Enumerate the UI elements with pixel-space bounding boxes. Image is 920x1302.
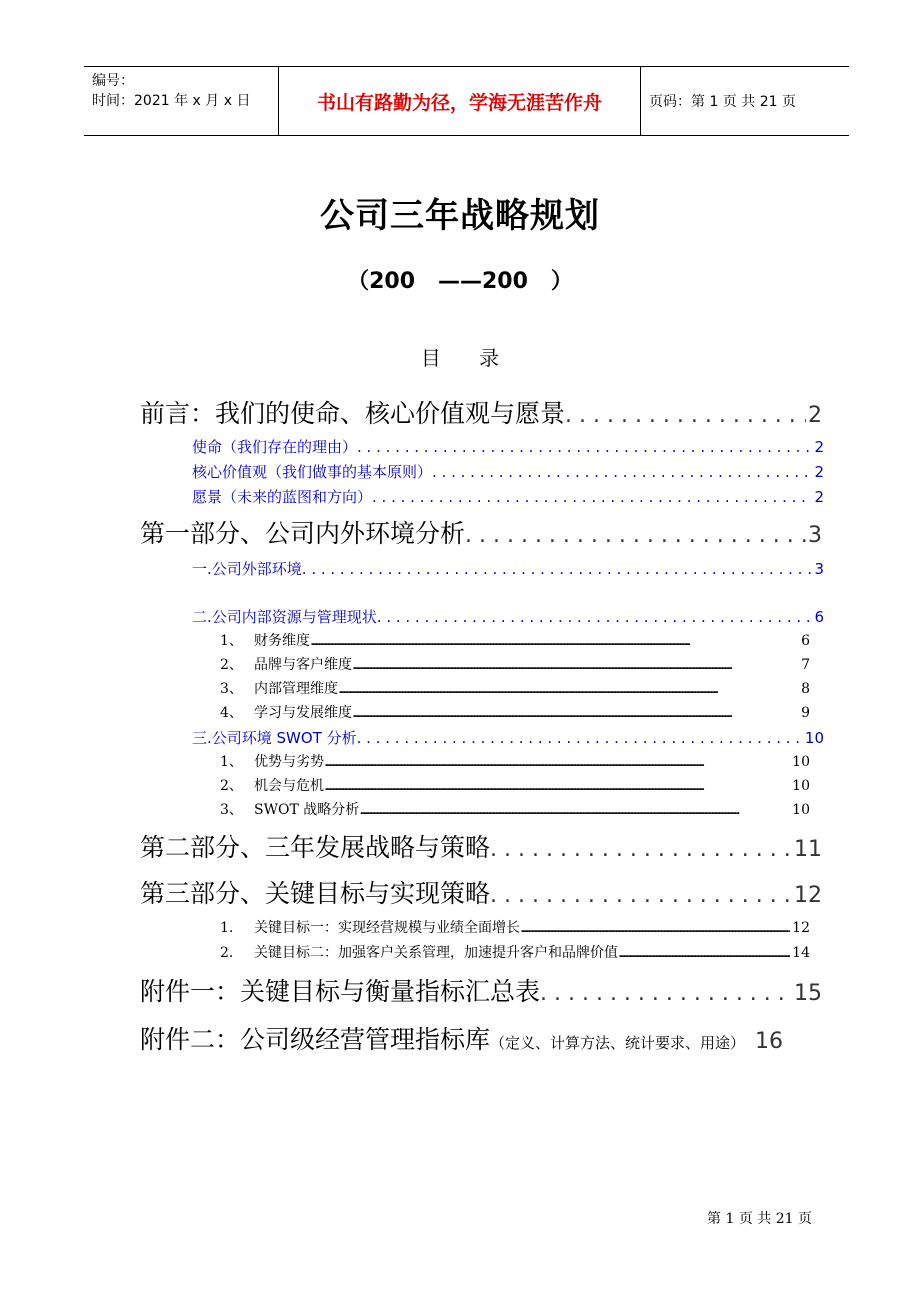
toc-entry-part1[interactable] bbox=[140, 514, 822, 550]
toc-leader bbox=[520, 920, 790, 936]
toc-label: 财务维度 bbox=[254, 633, 310, 649]
toc-page: 12 bbox=[792, 920, 810, 936]
toc-label: 品牌与客户维度 bbox=[254, 657, 352, 673]
toc-label: 附件一：关键目标与衡量指标汇总表 bbox=[140, 977, 541, 1006]
toc-label: 前言：我们的使命、核心价值观与愿景 bbox=[140, 399, 566, 428]
toc-entry-external-environment[interactable] bbox=[192, 558, 824, 580]
toc-number: 2、 bbox=[220, 778, 243, 794]
toc-entry-annex1[interactable] bbox=[140, 972, 822, 1008]
toc-page: 15 bbox=[794, 981, 822, 1006]
toc-entry-preface[interactable] bbox=[140, 394, 822, 430]
toc-page: 2 bbox=[814, 438, 824, 456]
toc-label: 第一部分、公司内外环境分析 bbox=[140, 519, 466, 548]
toc-leader bbox=[465, 523, 806, 548]
toc-leader bbox=[565, 403, 806, 428]
toc-entry-opportunities-threats[interactable] bbox=[220, 775, 810, 797]
toc-leader bbox=[302, 560, 813, 578]
toc-label: SWOT 战略分析 bbox=[254, 802, 360, 818]
toc-leader bbox=[432, 463, 812, 481]
toc-label: 关键目标一：实现经营规模与业绩全面增长 bbox=[254, 920, 520, 936]
toc-page: 10 bbox=[792, 778, 810, 794]
toc-entry-part3[interactable] bbox=[140, 874, 822, 910]
toc-leader bbox=[338, 681, 799, 697]
toc-leader bbox=[324, 778, 790, 794]
toc-leader bbox=[357, 729, 803, 747]
toc-leader bbox=[357, 438, 812, 456]
toc-label: 三.公司环境 SWOT 分析 bbox=[192, 729, 357, 747]
document-title: 公司三年战略规划 bbox=[320, 196, 600, 236]
toc-entry-strengths-weaknesses[interactable] bbox=[220, 751, 810, 773]
toc-leader bbox=[310, 633, 799, 649]
toc-page: 6 bbox=[801, 633, 810, 649]
toc-entry-part2[interactable] bbox=[140, 828, 822, 864]
toc-page: 10 bbox=[804, 729, 824, 747]
header-page-label: 页码：第 1 页 共 21 页 bbox=[649, 94, 796, 110]
page-footer: 第 1 页 共 21 页 bbox=[707, 1211, 812, 1227]
toc-number: 4、 bbox=[220, 705, 243, 721]
toc-entry-learning-growth[interactable] bbox=[220, 702, 810, 724]
page-header bbox=[84, 66, 849, 136]
toc-page: 9 bbox=[801, 705, 810, 721]
toc-page: 7 bbox=[801, 657, 810, 673]
toc-page: 16 bbox=[755, 1029, 784, 1054]
toc-leader bbox=[352, 657, 799, 673]
toc-page: 2 bbox=[814, 463, 824, 481]
toc-entry-finance[interactable] bbox=[220, 630, 810, 652]
toc-entry-mission[interactable] bbox=[192, 436, 824, 458]
toc-page: 2 bbox=[814, 488, 824, 506]
toc-leader bbox=[352, 705, 799, 721]
header-meta bbox=[84, 67, 279, 135]
toc-number: 2. bbox=[220, 945, 234, 961]
toc-label: 二.公司内部资源与管理现状 bbox=[192, 608, 377, 626]
toc-leader bbox=[377, 608, 813, 626]
toc-page: 10 bbox=[792, 754, 810, 770]
toc-page: 11 bbox=[794, 837, 822, 862]
toc-number: 3、 bbox=[220, 681, 243, 697]
toc-entry-internal-management[interactable] bbox=[220, 678, 810, 700]
toc-label: 一.公司外部环境 bbox=[192, 560, 302, 578]
toc-number: 1. bbox=[220, 920, 234, 936]
toc-number: 1、 bbox=[220, 754, 243, 770]
toc-entry-internal-resources[interactable] bbox=[192, 606, 824, 628]
toc-leader bbox=[618, 945, 790, 961]
header-motto: 书山有路勤为径，学海无涯苦作舟 bbox=[279, 67, 641, 135]
toc-leader bbox=[490, 837, 792, 862]
document-period: （200 ——200 ） bbox=[347, 269, 573, 294]
toc-entry-brand-customer[interactable] bbox=[220, 654, 810, 676]
toc-page: 3 bbox=[814, 560, 824, 578]
toc-page: 10 bbox=[792, 802, 810, 818]
toc-entry-values[interactable] bbox=[192, 461, 824, 483]
toc-leader bbox=[324, 754, 790, 770]
toc-entry-key-goal-2[interactable] bbox=[220, 942, 810, 964]
toc-label-note: （定义、计算方法、统计要求、用途） bbox=[490, 1034, 746, 1052]
toc-entry-swot[interactable] bbox=[192, 727, 824, 749]
toc-label: 优势与劣势 bbox=[254, 754, 324, 770]
number-label: 编号： bbox=[92, 73, 134, 89]
toc-entry-swot-strategy[interactable] bbox=[220, 799, 810, 821]
toc-leader bbox=[490, 883, 792, 908]
toc-entry-annex2[interactable] bbox=[140, 1020, 840, 1056]
toc-page: 3 bbox=[808, 523, 822, 548]
time-label: 时间：2021 年 x 月 x 日 bbox=[92, 93, 251, 109]
toc-page: 12 bbox=[794, 883, 822, 908]
toc-label: 附件二：公司级经营管理指标库 bbox=[140, 1025, 491, 1054]
toc-number: 3、 bbox=[220, 802, 243, 818]
toc-entry-vision[interactable] bbox=[192, 486, 824, 508]
toc-label: 关键目标二：加强客户关系管理，加速提升客户和品牌价值 bbox=[254, 945, 618, 961]
toc-page: 14 bbox=[792, 945, 810, 961]
toc-label: 第三部分、关键目标与实现策略 bbox=[140, 879, 491, 908]
toc-page: 2 bbox=[808, 403, 822, 428]
toc-leader bbox=[540, 981, 792, 1006]
toc-label: 使命（我们存在的理由） bbox=[192, 438, 358, 456]
toc-label: 内部管理维度 bbox=[254, 681, 338, 697]
toc-entry-key-goal-1[interactable] bbox=[220, 917, 810, 939]
toc-label: 第二部分、三年发展战略与策略 bbox=[140, 833, 491, 862]
toc-page: 6 bbox=[814, 608, 824, 626]
toc-label: 学习与发展维度 bbox=[254, 705, 352, 721]
toc-label: 愿景（未来的蓝图和方向） bbox=[192, 488, 373, 506]
toc-leader bbox=[372, 488, 812, 506]
toc-page: 8 bbox=[801, 681, 810, 697]
toc-number: 1、 bbox=[220, 633, 243, 649]
toc-title: 目 录 bbox=[420, 346, 500, 370]
toc-label: 机会与危机 bbox=[254, 778, 324, 794]
toc-number: 2、 bbox=[220, 657, 243, 673]
toc-leader bbox=[359, 802, 790, 818]
toc-label: 核心价值观（我们做事的基本原则） bbox=[192, 463, 433, 481]
